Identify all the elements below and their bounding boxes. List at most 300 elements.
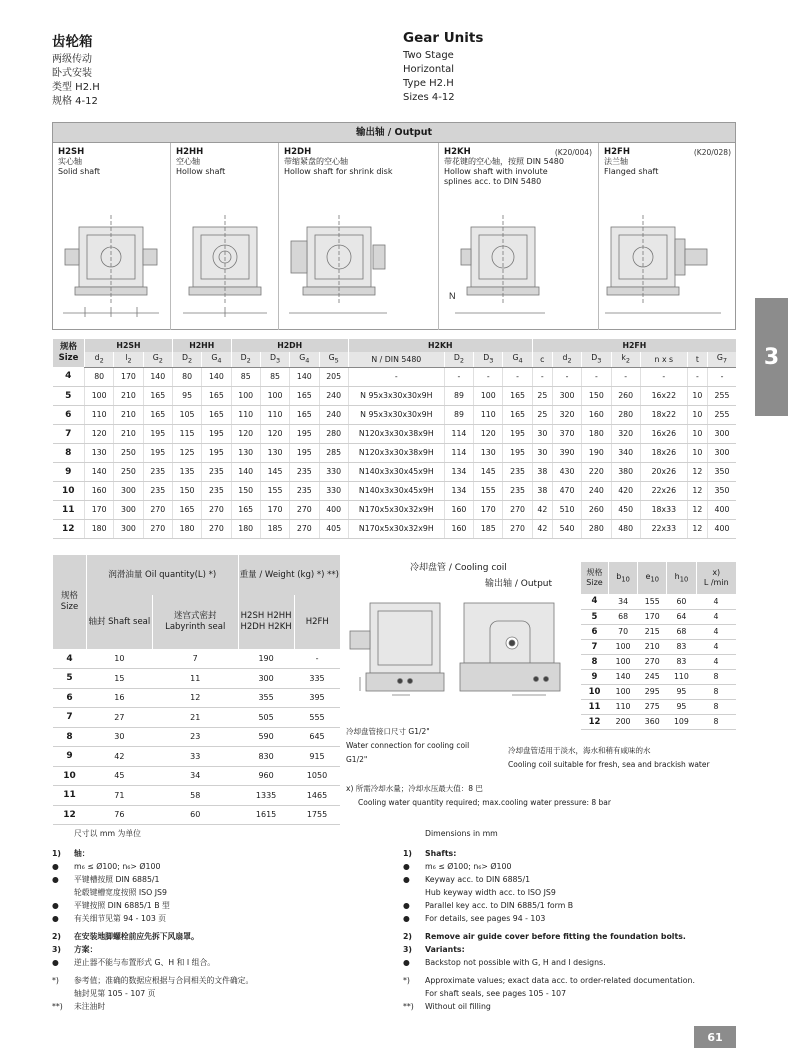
value-cell: 235 [290, 481, 319, 500]
value-cell: 8 [696, 699, 736, 714]
value-cell: 38 [532, 481, 552, 500]
value-cell: 58 [152, 786, 238, 806]
value-cell: 470 [552, 481, 581, 500]
value-cell: 180 [231, 519, 260, 538]
value-cell: 60 [152, 805, 238, 825]
value-cell: - [532, 367, 552, 386]
group-h2fh: H2FH [532, 339, 736, 352]
value-cell: 150 [231, 481, 260, 500]
value-cell: 915 [294, 747, 340, 767]
footnote-marker: 3) [52, 945, 61, 954]
value-cell: 130 [474, 443, 503, 462]
table-row [581, 714, 737, 729]
value-cell: 8 [696, 669, 736, 684]
value-cell: 109 [667, 714, 696, 729]
value-cell: 16x26 [640, 424, 687, 443]
col-l2: $l_2$ [114, 352, 143, 367]
value-cell: - [294, 649, 340, 669]
value-cell: 38 [532, 462, 552, 481]
value-cell: 83 [667, 654, 696, 669]
size-cell: 11 [53, 500, 85, 519]
value-cell: 180 [85, 519, 114, 538]
value-cell: 330 [319, 462, 348, 481]
value-cell: 25 [532, 386, 552, 405]
value-cell: 1050 [294, 766, 340, 786]
footnote-item [52, 873, 382, 886]
footnote-text: Without oil filling [425, 1002, 491, 1011]
size-cell: 11 [53, 786, 87, 806]
col-D3: $D_3$ [474, 352, 503, 367]
value-cell: - [582, 367, 611, 386]
cooling-coil-drawing [340, 591, 576, 723]
size-cell: 4 [53, 649, 87, 669]
weight-header: 重量 / Weight (kg) *) **) [238, 555, 340, 595]
value-cell: - [552, 367, 581, 386]
footnote-text: 平键槽按照 DIN 6885/1 [74, 875, 160, 884]
size-cell: 7 [53, 424, 85, 443]
type-name-en: Solid shaft [58, 167, 100, 176]
value-cell: 10 [687, 405, 707, 424]
footnote-text: Variants: [425, 945, 465, 954]
output-type-h2sh [53, 143, 171, 330]
value-cell: 68 [609, 609, 638, 624]
table-row [53, 766, 341, 786]
footnote-item [52, 847, 382, 860]
value-cell: 135 [172, 462, 201, 481]
value-cell: 34 [152, 766, 238, 786]
footnotes-cn [52, 827, 382, 1013]
col-d2: $d_2$ [552, 352, 581, 367]
value-cell: 300 [114, 481, 143, 500]
note-en: Cooling coil suitable for fresh, sea and brackish water [508, 760, 710, 769]
value-cell: 110 [85, 405, 114, 424]
table-row [581, 699, 737, 714]
type-ref: (K20/004) [554, 148, 592, 157]
size-header: 规格 Size [53, 339, 85, 367]
group-h2kh: H2KH [348, 339, 532, 352]
footnote-marker: ● [403, 862, 410, 871]
value-cell: 140 [202, 367, 231, 386]
value-cell: 590 [238, 727, 294, 747]
output-type-h2kh [439, 143, 599, 330]
footnote-item [403, 860, 733, 873]
value-cell: 170 [85, 500, 114, 519]
footnote-text: Parallel key acc. to DIN 6885/1 form B [425, 901, 574, 910]
type-name-cn: 空心轴 [176, 157, 200, 166]
footnote-text: 轴： [74, 849, 90, 858]
footnote-text: 参考值；准确的数据应根据与合同相关的文件确定。 [74, 976, 254, 985]
col-D3: $D_3$ [582, 352, 611, 367]
type-code: H2HH [176, 147, 204, 157]
value-cell: 110 [667, 669, 696, 684]
value-cell: 255 [707, 405, 736, 424]
value-cell: 8 [696, 714, 736, 729]
value-cell: 185 [474, 519, 503, 538]
subtitle-cn-1: 两级传动 [52, 54, 92, 65]
footnote-item [52, 886, 382, 899]
value-cell: 210 [114, 386, 143, 405]
value-cell: 160 [85, 481, 114, 500]
value-cell: 110 [260, 405, 289, 424]
col-g4: $G_4$ [503, 352, 532, 367]
table-row [581, 624, 737, 639]
note-en: Water connection for cooling coil G1/2" [346, 741, 470, 764]
value-cell: 18x22 [640, 405, 687, 424]
value-cell: 200 [609, 714, 638, 729]
subtitle-en-4: Sizes 4-12 [403, 92, 455, 103]
value-cell: 89 [444, 405, 473, 424]
value-cell: 400 [707, 519, 736, 538]
col-din: N / DIN 5480 [348, 352, 444, 367]
table-row [53, 805, 341, 825]
footnote-marker [403, 827, 425, 840]
value-cell: 340 [611, 443, 640, 462]
footnote-marker: ● [52, 958, 59, 967]
value-cell: 18x26 [640, 443, 687, 462]
value-cell: 270 [143, 500, 172, 519]
footnote-item [403, 827, 733, 840]
value-cell: 4 [696, 639, 736, 654]
size-cell: 4 [581, 594, 609, 609]
footnote-text: m₆ ≤ Ø100; n₆> Ø100 [425, 862, 512, 871]
type-code: H2FH [604, 147, 630, 157]
value-cell: 400 [319, 500, 348, 519]
type-code: H2SH [58, 147, 85, 157]
col-g7: $G_7$ [707, 352, 736, 367]
footnote-item [52, 912, 382, 925]
footnote-item [403, 974, 733, 987]
table-row [53, 424, 737, 443]
footnote-marker: 1) [403, 849, 412, 858]
table-row [581, 594, 737, 609]
value-cell: 215 [638, 624, 667, 639]
value-cell: 27 [86, 708, 152, 728]
footnote-text: Shafts: [425, 849, 457, 858]
spline-shaft-drawing [441, 205, 553, 327]
table-row [581, 654, 737, 669]
col-e10: $e_{10}$ [638, 562, 667, 594]
shaft-seal-header: 轴封 Shaft seal [86, 595, 152, 649]
footnote-item [403, 847, 733, 860]
size-cell: 4 [53, 367, 85, 386]
footnote-marker [52, 886, 74, 899]
footnote-marker: *) [52, 976, 59, 985]
note-cn: 冷却盘管接口尺寸 G1/2" [346, 727, 430, 736]
oil-quantity-header: 润滑油量 Oil quantity(L) *) [86, 555, 238, 595]
coil-size-header: 规格 Size [581, 562, 609, 594]
value-cell: 170 [114, 367, 143, 386]
value-cell: 1755 [294, 805, 340, 825]
value-cell: 7 [152, 649, 238, 669]
footnote-item [52, 974, 382, 987]
value-cell: 240 [319, 386, 348, 405]
size-cell: 10 [581, 684, 609, 699]
size-cell: 12 [53, 805, 87, 825]
value-cell: 235 [143, 481, 172, 500]
value-cell: 125 [172, 443, 201, 462]
oil-size-header: 规格 Size [53, 555, 87, 649]
subtitle-cn-2: 卧式安装 [52, 68, 92, 79]
value-cell: 64 [667, 609, 696, 624]
value-cell: 480 [611, 519, 640, 538]
value-cell: 330 [319, 481, 348, 500]
size-cell: 5 [581, 609, 609, 624]
col-flow: x) L /min [696, 562, 736, 594]
value-cell: 395 [294, 688, 340, 708]
value-cell: 140 [231, 462, 260, 481]
value-cell: 220 [582, 462, 611, 481]
weight-group-header: H2SH H2HH H2DH H2KH [238, 595, 294, 649]
value-cell: 42 [532, 519, 552, 538]
value-cell: 85 [231, 367, 260, 386]
table-row [53, 405, 737, 424]
col-nxs: n x s [640, 352, 687, 367]
footnote-marker [403, 886, 425, 899]
footnote-marker [52, 987, 74, 1000]
value-cell: 140 [609, 669, 638, 684]
value-cell: 165 [143, 386, 172, 405]
table-row [581, 609, 737, 624]
value-cell: 100 [609, 684, 638, 699]
table-row [53, 481, 737, 500]
value-cell: 110 [609, 699, 638, 714]
footnote-text: For details, see pages 94 - 103 [425, 914, 546, 923]
value-cell: 22x33 [640, 519, 687, 538]
value-cell: 645 [294, 727, 340, 747]
type-ref: (K20/028) [693, 148, 731, 157]
footnote-item [52, 956, 382, 969]
value-cell: 8 [696, 684, 736, 699]
value-cell: 134 [444, 481, 473, 500]
table-row [53, 747, 341, 767]
value-cell: 165 [231, 500, 260, 519]
size-cell: 5 [53, 386, 85, 405]
value-cell: 1335 [238, 786, 294, 806]
value-cell: - [640, 367, 687, 386]
value-cell: 110 [231, 405, 260, 424]
value-cell: N170x5x30x32x9H [348, 519, 444, 538]
value-cell: 1465 [294, 786, 340, 806]
svg-text:N: N [449, 291, 456, 301]
table-row [53, 443, 737, 462]
size-cell: 10 [53, 481, 85, 500]
value-cell: 195 [143, 443, 172, 462]
dimension-table [52, 339, 736, 539]
subtitle-en-2: Horizontal [403, 64, 455, 75]
footnote-text: Approximate values; exact data acc. to order-related documentation. [425, 976, 695, 985]
value-cell: 170 [260, 500, 289, 519]
value-cell: 80 [172, 367, 201, 386]
value-cell: 205 [319, 367, 348, 386]
value-cell: - [611, 367, 640, 386]
value-cell: 190 [238, 649, 294, 669]
value-cell: 165 [202, 405, 231, 424]
col-k2: $k_2$ [611, 352, 640, 367]
value-cell: 235 [503, 462, 532, 481]
value-cell: 350 [707, 481, 736, 500]
value-cell: 18x33 [640, 500, 687, 519]
value-cell: 260 [582, 500, 611, 519]
value-cell: N120x3x30x38x9H [348, 424, 444, 443]
value-cell: 430 [552, 462, 581, 481]
footnote-item [403, 886, 733, 899]
value-cell: 20x26 [640, 462, 687, 481]
value-cell: - [474, 367, 503, 386]
footnotes-en [403, 827, 733, 1013]
solid-shaft-drawing [55, 205, 167, 327]
value-cell: N120x3x30x38x9H [348, 443, 444, 462]
value-cell: 270 [638, 654, 667, 669]
value-cell: 10 [687, 424, 707, 443]
value-cell: 165 [202, 386, 231, 405]
type-name-cn: 法兰轴 [604, 157, 628, 166]
footnote-marker: ● [403, 914, 410, 923]
type-name-en: Flanged shaft [604, 167, 659, 176]
footnote-item [403, 943, 733, 956]
value-cell: 270 [202, 500, 231, 519]
page-number: 61 [694, 1026, 736, 1048]
value-cell: 510 [552, 500, 581, 519]
footnote-text: Dimensions in mm [425, 829, 498, 838]
value-cell: 235 [503, 481, 532, 500]
value-cell: 4 [696, 624, 736, 639]
table-row [53, 462, 737, 481]
footnote-marker: 3) [403, 945, 412, 954]
value-cell: 170 [638, 609, 667, 624]
footnote-marker: **) [52, 1002, 63, 1011]
col-t: t [687, 352, 707, 367]
value-cell: 120 [474, 424, 503, 443]
value-cell: 100 [260, 386, 289, 405]
value-cell: 120 [231, 424, 260, 443]
footnote-marker: ● [403, 901, 410, 910]
output-type-h2hh [171, 143, 279, 330]
value-cell: 240 [582, 481, 611, 500]
value-cell: 140 [290, 367, 319, 386]
value-cell: 210 [114, 424, 143, 443]
value-cell: 22x26 [640, 481, 687, 500]
footnote-marker: ● [52, 862, 59, 871]
value-cell: 245 [638, 669, 667, 684]
weight-h2fh-header: H2FH [294, 595, 340, 649]
col-g4: $G_4$ [290, 352, 319, 367]
value-cell: N 95x3x30x30x9H [348, 405, 444, 424]
value-cell: 134 [444, 462, 473, 481]
value-cell: 180 [172, 519, 201, 538]
col-g4: $G_4$ [202, 352, 231, 367]
value-cell: 105 [172, 405, 201, 424]
col-b10: $b_{10}$ [609, 562, 638, 594]
value-cell: 960 [238, 766, 294, 786]
cooling-output-label: 输出轴 / Output [485, 579, 553, 589]
value-cell: 4 [696, 594, 736, 609]
footnote-item [52, 930, 382, 943]
value-cell: 30 [86, 727, 152, 747]
output-title: 输出轴 / Output [53, 123, 735, 143]
footnote-item [403, 912, 733, 925]
value-cell: 71 [86, 786, 152, 806]
value-cell: 405 [319, 519, 348, 538]
value-cell: N140x3x30x45x9H [348, 462, 444, 481]
footnote-text: 在安装地脚螺栓前应先拆下风扇罩。 [74, 932, 199, 941]
footnote-item [52, 860, 382, 873]
value-cell: 30 [532, 424, 552, 443]
value-cell: 420 [611, 481, 640, 500]
col-c: c [532, 352, 552, 367]
value-cell: 450 [611, 500, 640, 519]
title-cn: 齿轮箱 [52, 34, 93, 50]
value-cell: 100 [609, 639, 638, 654]
value-cell: 165 [290, 405, 319, 424]
table-row [53, 649, 341, 669]
value-cell: 270 [290, 519, 319, 538]
value-cell: 130 [231, 443, 260, 462]
footnote-text: 方案： [74, 945, 98, 954]
value-cell: 555 [294, 708, 340, 728]
value-cell: 280 [319, 424, 348, 443]
labyrinth-seal-header: 迷宫式密封 Labyrinth seal [152, 595, 238, 649]
footnote-item [52, 943, 382, 956]
value-cell: 300 [707, 443, 736, 462]
footnote-item [52, 827, 382, 840]
size-cell: 11 [581, 699, 609, 714]
value-cell: 355 [238, 688, 294, 708]
note-en: Cooling water quantity required; max.cooling water pressure: 8 bar [358, 798, 611, 807]
value-cell: 145 [474, 462, 503, 481]
value-cell: 12 [687, 462, 707, 481]
value-cell: 16 [86, 688, 152, 708]
value-cell: 250 [114, 462, 143, 481]
footnote-marker: ● [52, 875, 59, 884]
value-cell: 300 [114, 519, 143, 538]
value-cell: 300 [552, 386, 581, 405]
cooling-coil-table [580, 562, 736, 730]
footnote-marker: ● [52, 901, 59, 910]
cooling-water-note [346, 782, 726, 810]
footnote-marker: ● [403, 875, 410, 884]
value-cell: 12 [152, 688, 238, 708]
value-cell: 42 [532, 500, 552, 519]
footnote-text: 轴封见第 105 - 107 页 [74, 989, 156, 998]
value-cell: 300 [114, 500, 143, 519]
value-cell: 235 [202, 481, 231, 500]
footnote-text: 未注油时 [74, 1002, 106, 1011]
value-cell: 155 [474, 481, 503, 500]
footnote-text: m₆ ≤ Ø100; n₆> Ø100 [74, 862, 161, 871]
cooling-title: 冷却盘管 / Cooling coil [410, 563, 507, 573]
value-cell: 23 [152, 727, 238, 747]
footnote-marker: ● [52, 914, 59, 923]
value-cell: 280 [582, 519, 611, 538]
value-cell: 4 [696, 654, 736, 669]
value-cell: 165 [503, 386, 532, 405]
value-cell: 505 [238, 708, 294, 728]
size-cell: 7 [53, 708, 87, 728]
value-cell: 60 [667, 594, 696, 609]
header-en [403, 30, 483, 105]
value-cell: 195 [503, 443, 532, 462]
footnote-item [403, 873, 733, 886]
col-g5: $G_5$ [319, 352, 348, 367]
value-cell: - [707, 367, 736, 386]
value-cell: 160 [444, 500, 473, 519]
hollow-shaft-drawing [173, 205, 277, 327]
value-cell: 400 [707, 500, 736, 519]
value-cell: 15 [86, 669, 152, 689]
value-cell: 270 [202, 519, 231, 538]
group-h2hh: H2HH [172, 339, 231, 352]
size-cell: 6 [53, 688, 87, 708]
